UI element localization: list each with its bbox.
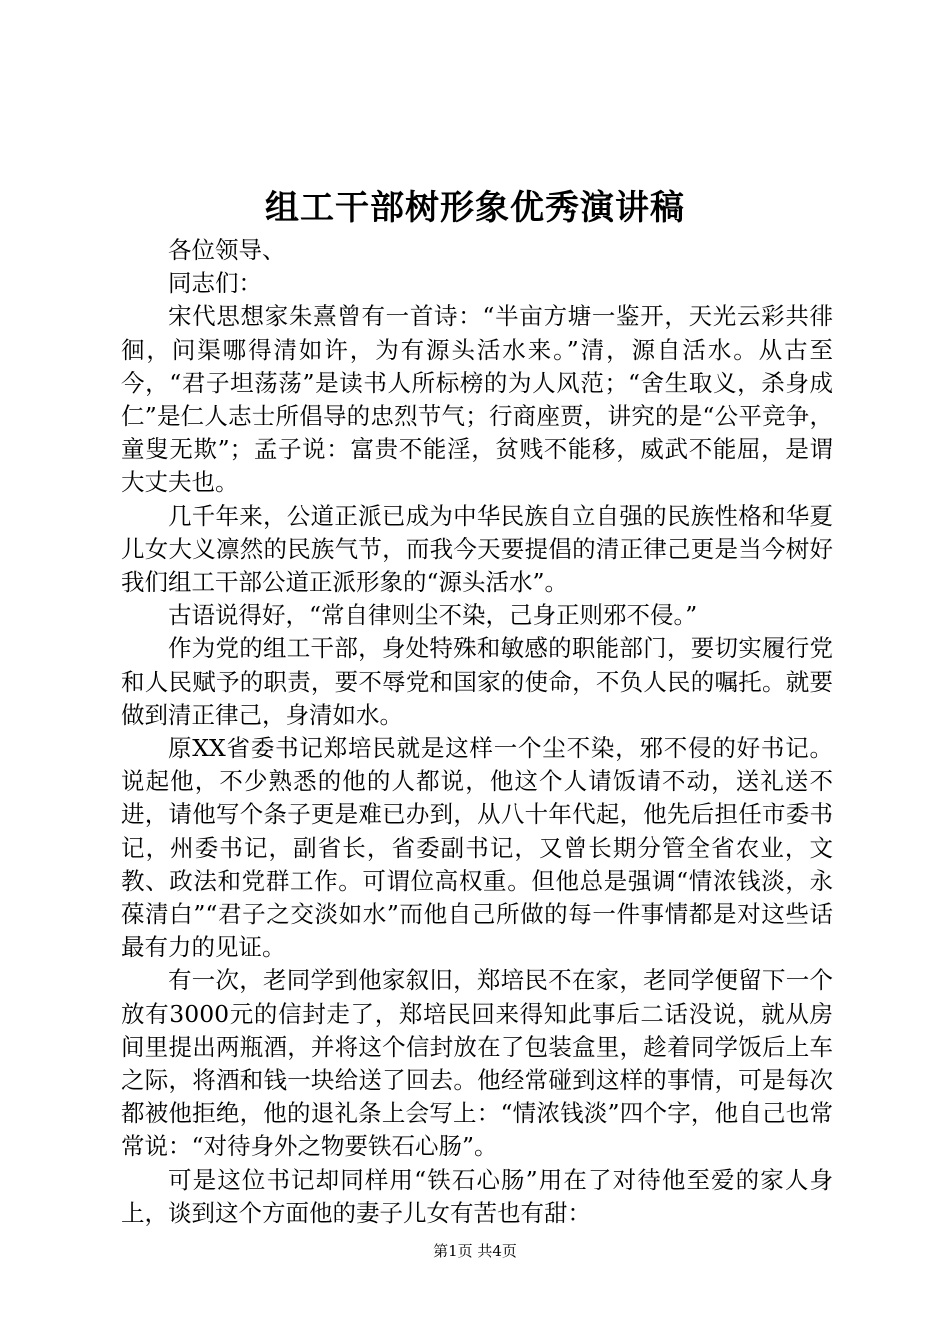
document-body	[121, 234, 833, 1230]
paragraph: 作为党的组工干部，身处特殊和敏感的职能部门，要切实履行党和人民赋予的职责，要不辱党和国家的使命，不负人民的嘱托。就要做到清正律己，身清如水。	[121, 634, 833, 729]
paragraph: 可是这位书记却同样用“铁石心肠”用在了对待他至爱的家人身上，谈到这个方面他的妻子儿女有苦也有甜：	[121, 1165, 833, 1227]
paragraph: 宋代思想家朱熹曾有一首诗：“半亩方塘一鉴开，天光云彩共徘徊，问渠哪得清如许，为有源头活水来。”清，源自活水。从古至今，“君子坦荡荡”是读书人所标榜的为人风范；“舍生取义，杀身成仁”是仁人志士所倡导的忠烈节气；行商座贾，讲究的是“公平竞争，童叟无欺”；孟子说：富贵不能淫，贫贱不能移，威武不能屈，是谓大丈夫也。	[121, 302, 833, 497]
paragraph: 原XX省委书记郑培民就是这样一个尘不染，邪不侵的好书记。说起他，不少熟悉的他的人都说，他这个人请饭请不动，送礼送不进，请他写个条子更是难已办到，从八十年代起，他先后担任市委书记，州委书记，副省长，省委副书记，又曾长期分管全省农业，文教、政法和党群工作。可谓位高权重。但他总是强调“情浓钱淡，永葆清白”“君子之交淡如水”而他自己所做的每一件事情都是对这些话最有力的见证。	[121, 734, 833, 962]
page-number-footer: 第1页 共4页	[433, 1242, 517, 1260]
salutation-line-1: 各位领导、	[168, 236, 286, 264]
paragraph: 有一次，老同学到他家叙旧，郑培民不在家，老同学便留下一个放有3000元的信封走了，郑培民回来得知此事后二话没说，就从房间里提出两瓶酒，并将这个信封放在了包装盒里，趁着同学饭后上车之际，将酒和钱一块给送了回去。他经常碰到这样的事情，可是每次都被他拒绝，他的退礼条上会写上：“情浓钱淡”四个字，他自己也常常说：“对待身外之物要铁石心肠”。	[121, 966, 833, 1161]
salutation-line-2: 同志们：	[168, 269, 262, 298]
paragraph: 古语说得好，“常自律则尘不染，己身正则邪不侵。”	[168, 601, 698, 630]
document-title: 组工干部树形象优秀演讲稿	[265, 188, 685, 228]
paragraph: 几千年来，公道正派已成为中华民族自立自强的民族性格和华夏儿女大义凛然的民族气节，而我今天要提倡的清正律己更是当今树好我们组工干部公道正派形象的“源头活水”。	[121, 501, 833, 597]
